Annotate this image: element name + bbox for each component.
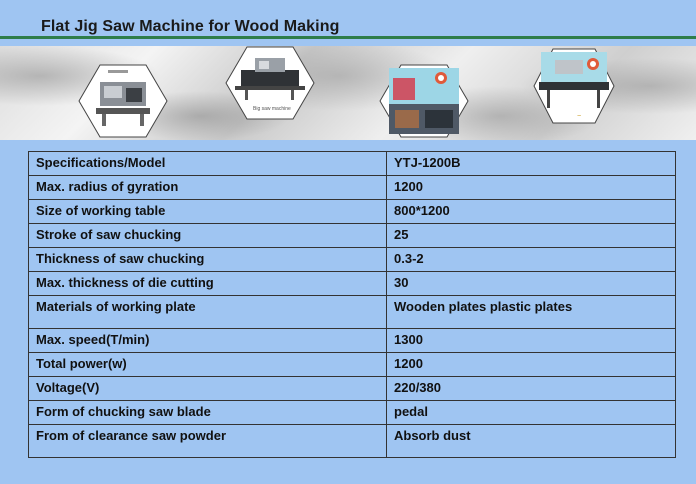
spec-label: From of clearance saw powder <box>29 425 387 458</box>
spec-table-container <box>28 151 676 458</box>
table-row <box>29 176 676 200</box>
machine-photo-2-caption: Big saw machine <box>253 106 291 112</box>
table-row <box>29 425 676 458</box>
spec-value: YTJ-1200B <box>387 152 676 176</box>
spec-value: 30 <box>387 272 676 296</box>
spec-value: 1300 <box>387 329 676 353</box>
machine-photo-2 <box>225 46 315 120</box>
specifications-table <box>28 151 676 458</box>
spec-label: Stroke of saw chucking <box>29 224 387 248</box>
spec-label: Specifications/Model <box>29 152 387 176</box>
machine-photo-3 <box>379 64 469 138</box>
spec-label: Max. radius of gyration <box>29 176 387 200</box>
spec-value: 0.3-2 <box>387 248 676 272</box>
spec-value: Absorb dust <box>387 425 676 458</box>
table-row <box>29 401 676 425</box>
spec-value: 800*1200 <box>387 200 676 224</box>
table-row <box>29 248 676 272</box>
table-row <box>29 224 676 248</box>
table-row <box>29 353 676 377</box>
spec-label: Total power(w) <box>29 353 387 377</box>
table-row <box>29 377 676 401</box>
spec-value: 1200 <box>387 353 676 377</box>
table-row <box>29 200 676 224</box>
spec-label: Max. thickness of die cutting <box>29 272 387 296</box>
spec-value: 1200 <box>387 176 676 200</box>
table-row <box>29 329 676 353</box>
spec-label: Max. speed(T/min) <box>29 329 387 353</box>
spec-value: Wooden plates plastic plates <box>387 296 676 329</box>
table-row <box>29 152 676 176</box>
table-row <box>29 272 676 296</box>
svg-text:~: ~ <box>577 113 582 120</box>
spec-label: Form of chucking saw blade <box>29 401 387 425</box>
spec-value: 220/380 <box>387 377 676 401</box>
machine-photo-4 <box>533 48 615 124</box>
spec-value: 25 <box>387 224 676 248</box>
spec-label: Size of working table <box>29 200 387 224</box>
title-divider <box>0 36 696 39</box>
marble-banner <box>0 46 696 140</box>
spec-label: Thickness of saw chucking <box>29 248 387 272</box>
page-title: Flat Jig Saw Machine for Wood Making <box>41 18 340 35</box>
spec-value: pedal <box>387 401 676 425</box>
table-row <box>29 296 676 329</box>
machine-photo-1 <box>78 64 168 138</box>
spec-label: Materials of working plate <box>29 296 387 329</box>
spec-label: Voltage(V) <box>29 377 387 401</box>
